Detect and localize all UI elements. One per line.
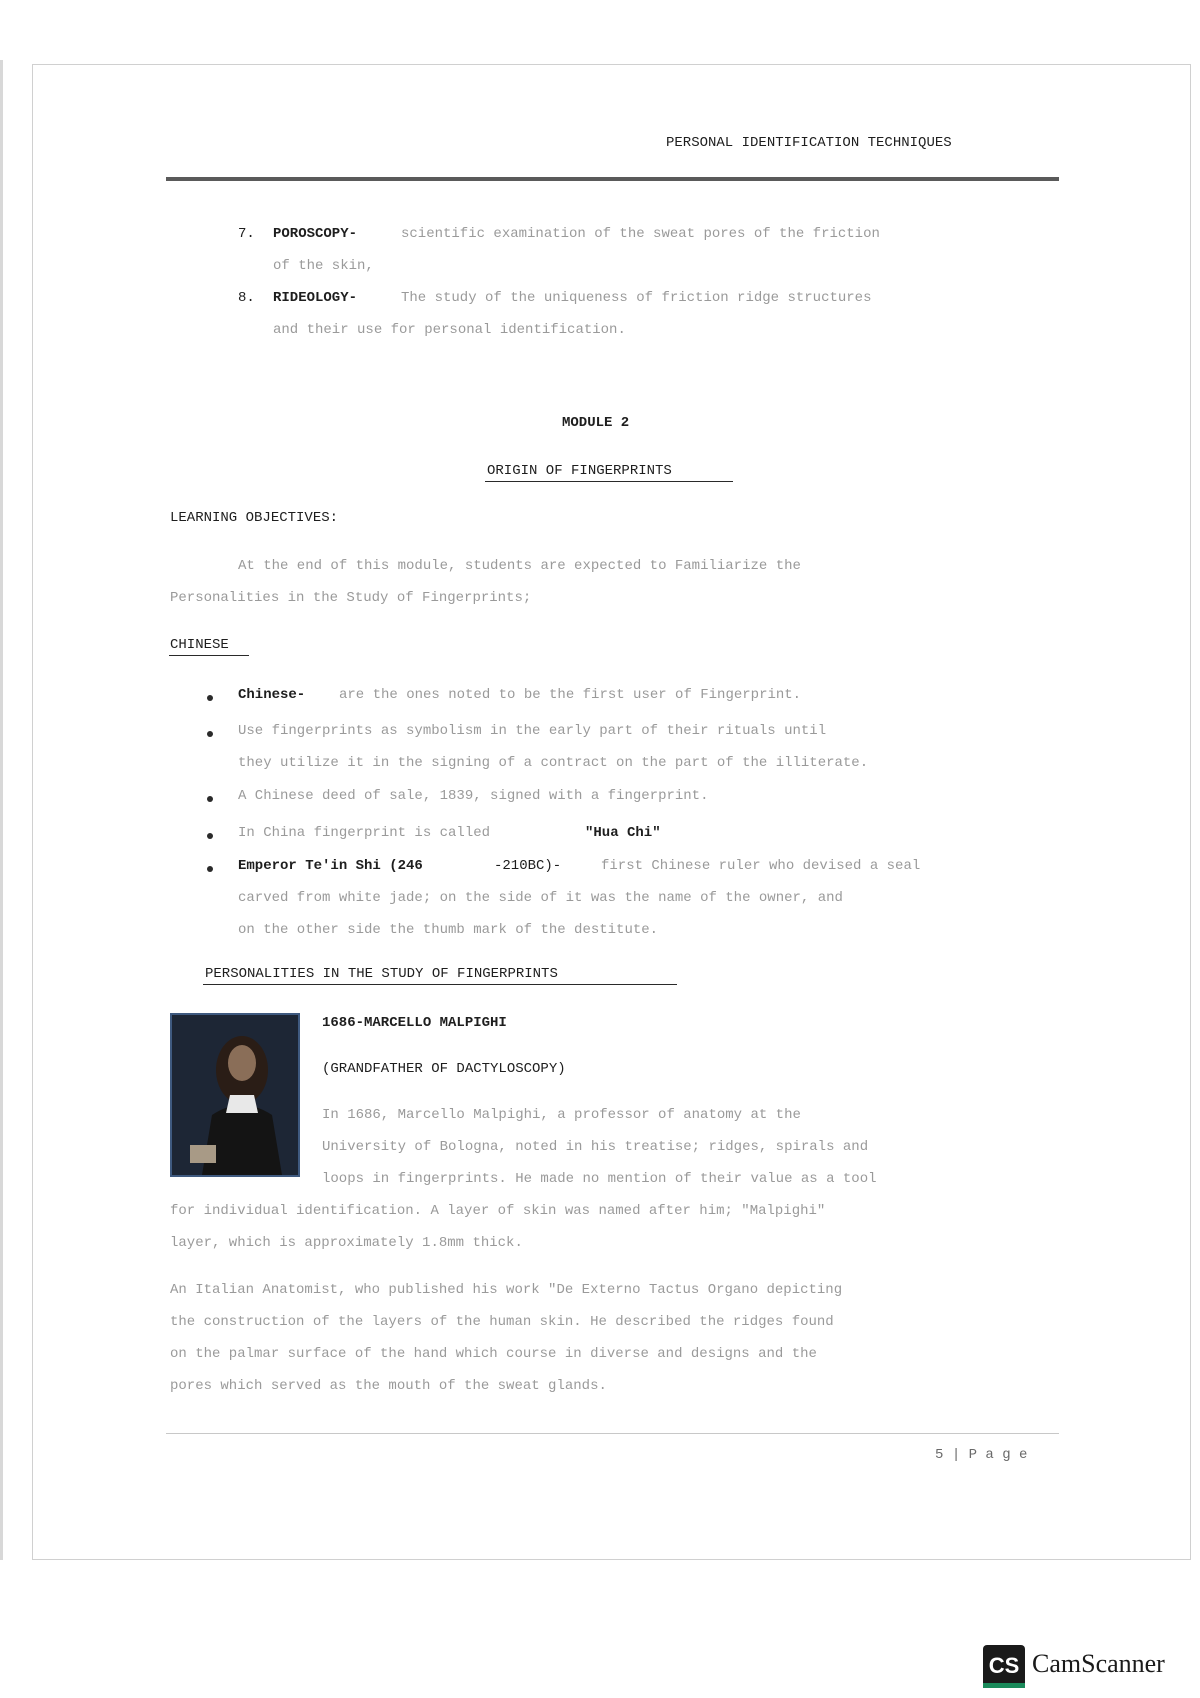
paragraph-line: University of Bologna, noted in his treatise; ridges, spirals and [322,1139,869,1155]
section-heading-underline [169,655,249,656]
camscanner-logo-icon: CS [983,1645,1025,1687]
list-text: of the skin, [273,258,374,274]
paragraph-line: An Italian Anatomist, who published his work "De Externo Tactus Organo depicting [170,1282,843,1298]
bullet-text: Use fingerprints as symbolism in the early part of their rituals until [238,723,827,739]
bullet-term: -210BC)- [494,858,562,874]
bullet-text: they utilize it in the signing of a contract on the part of the illiterate. [238,755,869,771]
page-edge [0,60,3,1560]
paragraph-line: for individual identification. A layer of skin was named after him; "Malpighi" [170,1203,826,1219]
bullet [207,731,213,737]
section-heading-underline [203,984,677,985]
camscanner-logo-bar [983,1683,1025,1688]
bullet-term: Chinese- [238,687,306,703]
page-number: 5 [935,1447,944,1463]
footer-rule [166,1433,1059,1434]
list-text: scientific examination of the sweat pores of the friction [401,226,880,242]
list-number: 8. [238,290,255,306]
bullet-term: "Hua Chi" [585,825,661,841]
paragraph-line: In 1686, Marcello Malpighi, a professor of anatomy at the [322,1107,801,1123]
bullet-text: on the other side the thumb mark of the destitute. [238,922,659,938]
module-title-underline [485,481,733,482]
camscanner-text: CamScanner [1032,1649,1165,1678]
bullet [207,866,213,872]
person-name: 1686-MARCELLO MALPIGHI [322,1015,507,1031]
document-page [32,64,1191,1560]
portrait-image [170,1013,300,1177]
bullet-text: first Chinese ruler who devised a seal [601,858,921,874]
person-subtitle: (GRANDFATHER OF DACTYLOSCOPY) [322,1061,566,1077]
module-label: MODULE 2 [562,415,630,431]
paragraph-line: At the end of this module, students are expected to Familiarize the [238,558,801,574]
bullet-text: A Chinese deed of sale, 1839, signed with a fingerprint. [238,788,709,804]
bullet-text: In China fingerprint is called [238,825,491,841]
bullet-text: carved from white jade; on the side of it was the name of the owner, and [238,890,843,906]
list-term: RIDEOLOGY- [273,290,358,306]
paragraph-line: pores which served as the mouth of the sweat glands. [170,1378,607,1394]
section-heading: LEARNING OBJECTIVES: [170,510,339,526]
list-term: POROSCOPY- [273,226,358,242]
section-heading: CHINESE [170,637,229,653]
paragraph-line: loops in fingerprints. He made no mention of their value as a tool [322,1171,877,1187]
paragraph-line: the construction of the layers of the human skin. He described the ridges found [170,1314,834,1330]
module-title: ORIGIN OF FINGERPRINTS [487,463,672,479]
paragraph-line: layer, which is approximately 1.8mm thick. [170,1235,523,1251]
bullet [207,695,213,701]
bullet-term: Emperor Te'in Shi (246 [238,858,423,874]
bullet [207,833,213,839]
paragraph-line: Personalities in the Study of Fingerprints; [170,590,532,606]
header-rule [166,177,1059,181]
list-text: The study of the uniqueness of friction ridge structures [401,290,872,306]
bullet-text: are the ones noted to be the first user of Fingerprint. [339,687,802,703]
footer-page [935,1447,1027,1463]
section-heading: PERSONALITIES IN THE STUDY OF FINGERPRINTS [205,966,558,982]
list-number: 7. [238,226,255,242]
page-label: P a g e [968,1447,1028,1463]
page-separator: | [951,1447,961,1463]
running-header: PERSONAL IDENTIFICATION TECHNIQUES [666,135,952,151]
paragraph-line: on the palmar surface of the hand which course in diverse and designs and the [170,1346,817,1362]
bullet [207,796,213,802]
list-text: and their use for personal identification. [273,322,626,338]
